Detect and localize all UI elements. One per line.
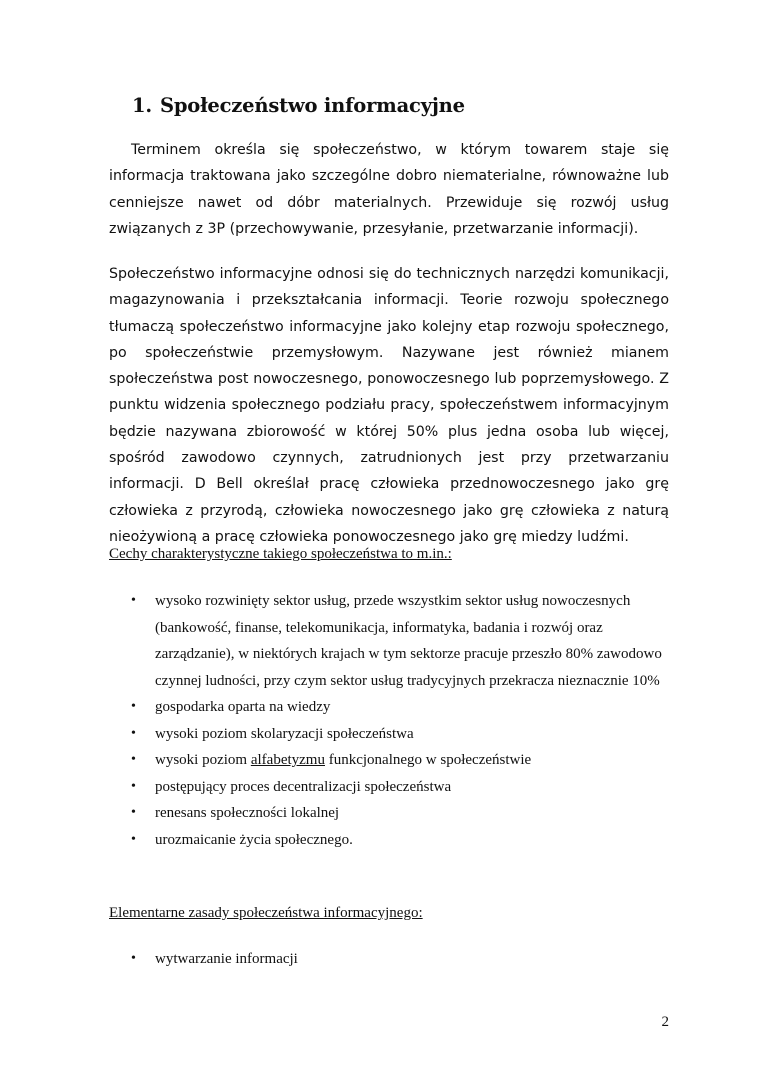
bullet-icon: •	[131, 752, 136, 767]
list-item	[109, 774, 669, 801]
bullet-icon: •	[131, 831, 136, 847]
list-item	[109, 747, 669, 774]
list-item	[109, 827, 669, 854]
list-item-text: postępujący proces decentralizacji społeczeństwa	[155, 778, 452, 795]
characteristics-label: Cechy charakterystyczne takiego społeczeństwa to m.in.:	[109, 546, 452, 562]
list-item-text: wysoko rozwinięty sektor usług, przede wszystkim sektor usług nowoczesnych (bankowość, finanse, telekomunikacja, informatyka, badania i rozwój oraz zarządzanie), w niektórych krajach w tym sektorze pracuje przeszło 80% zawodowo czynnej ludności, przy czym sektor usług tradycyjnych przekracza nieznacznie 10%	[155, 593, 662, 689]
list-item	[109, 721, 669, 748]
page-number: 2	[661, 1014, 669, 1030]
list-item	[109, 588, 669, 694]
bullet-icon: •	[131, 699, 136, 714]
bullet-icon: •	[131, 778, 136, 794]
list-item-text: renesans społeczności lokalnej	[155, 805, 340, 821]
characteristics-list	[109, 588, 669, 853]
paragraph-theory: Społeczeństwo informacyjne odnosi się do technicznych narzędzi komunikacji, magazynowania i przekształcania informacji. Teorie rozwoju społecznego tłumaczą społeczeństwo informacyjne jako kolejny etap rozwoju społecznego, po społeczeństwie przemysłowym. Nazywane jest również mianem społeczeństwa post nowoczesnego, ponowoczesnego lub poprzemysłowego. Z punktu widzenia społecznego podziału pracy, społeczeństwem informacyjnym będzie nazywana zbiorowość w której 50% plus jedna osoba lub więcej, spośród zawodowo czynnych, zatrudnionych jest przy przetwarzaniu informacji. D Bell określał pracę człowieka przednowoczesnego jako grę człowieka z przyrodą, człowieka nowoczesnego jako grę człowieka z naturą nieożywioną a pracę człowieka ponowoczesnego jako grę miedzy ludźmi.	[109, 266, 669, 545]
list-item-text-before: wysoki poziom	[155, 752, 251, 768]
list-item	[109, 800, 669, 827]
heading-title: Społeczeństwo informacyjne	[159, 94, 465, 117]
heading-number: 1.	[132, 94, 152, 117]
list-item-text-after: funkcjonalnego w społeczeństwie	[324, 752, 532, 768]
bullet-icon: •	[131, 805, 136, 820]
list-item-text: wytwarzanie informacji	[155, 951, 298, 967]
list-item-text: gospodarka oparta na wiedzy	[155, 699, 331, 715]
list-item-text: urozmaicanie życia społecznego.	[155, 831, 353, 848]
principles-label: Elementarne zasady społeczeństwa informacyjnego:	[109, 905, 423, 921]
paragraph-definition: Terminem określa się społeczeństwo, w którym towarem staje się informacja traktowana jako szczególne dobro niematerialne, równoważne lub cenniejsze nawet od dóbr materialnych. Przewiduje się rozwój usług związanych z 3P (przechowywanie, przesyłanie, przetwarzanie informacji).	[109, 142, 669, 237]
bullet-icon: •	[131, 593, 136, 608]
list-item	[109, 694, 669, 721]
bullet-icon: •	[131, 725, 136, 741]
bullet-icon: •	[131, 951, 136, 966]
list-item-text: wysoki poziom skolaryzacji społeczeństwa	[155, 725, 414, 742]
principles-list	[109, 946, 669, 973]
alfabetyzm-link[interactable]: alfabetyzmu	[250, 752, 325, 768]
list-item	[109, 946, 669, 973]
section-heading	[132, 94, 465, 117]
